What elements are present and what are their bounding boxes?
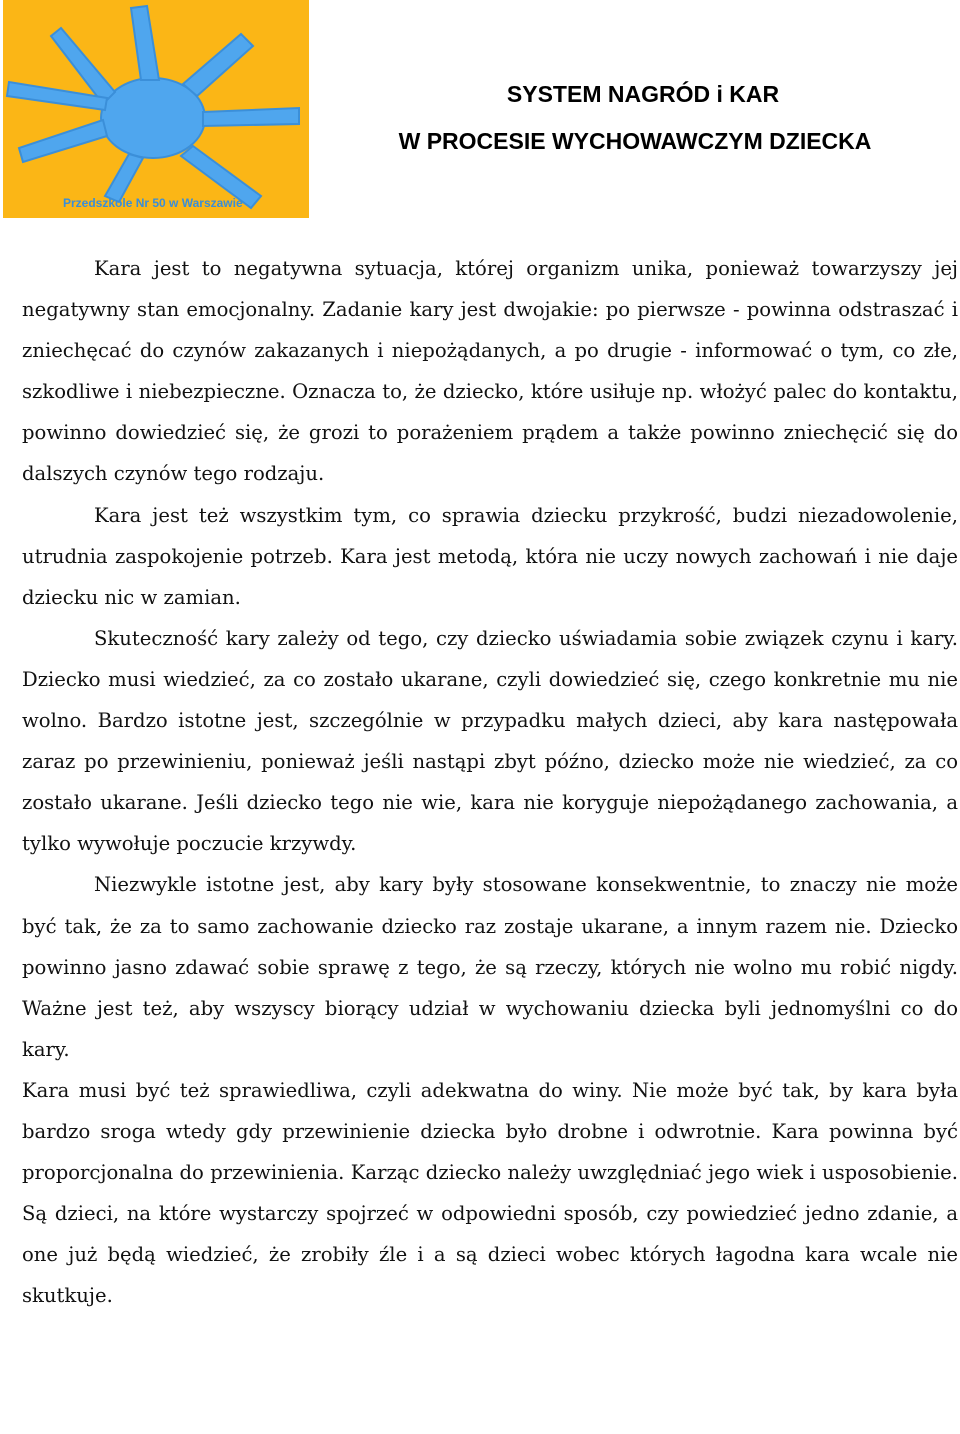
- paragraph-5: Kara musi być też sprawiedliwa, czyli adekwatna do winy. Nie może być tak, by kara była bardzo sroga wtedy gdy przewinienie dziecka było drobne i odwrotnie. Kara powinna być proporcjonalna do przewinienia. Karząc dziecko należy uwzględniać jego wiek i usposobienie. Są dzieci, na które wystarczy spojrzeć w odpowiedni sposób, czy powiedzieć jedno zdanie, a one już będą wiedzieć, że zrobiły źle i a są dzieci wobec których łagodna kara wcale nie skutkuje.: [22, 1078, 958, 1308]
- document-body: [22, 248, 958, 1316]
- sun-icon: [3, 0, 309, 218]
- paragraph-1: Kara jest to negatywna sytuacja, której organizm unika, ponieważ towarzyszy jej negatywny stan emocjonalny. Zadanie kary jest dwojakie: po pierwsze - powinna odstraszać i zniechęcać do czynów zakazanych i niepożądanych, a po drugie - informować o tym, co złe, szkodliwe i niebezpieczne. Oznacza to, że dziecko, które usiłuje np. włożyć palec do kontaktu, powinno dowiedzieć się, że grozi to porażeniem prądem a także powinno zniechęcić się do dalszych czynów tego rodzaju.: [22, 257, 958, 486]
- logo-caption: Przedszkole Nr 50 w Warszawie: [63, 196, 243, 210]
- page-title-line-2: W PROCESIE WYCHOWAWCZYM DZIECKA: [398, 128, 872, 154]
- kindergarten-logo: [3, 0, 309, 218]
- paragraph-2: Kara jest też wszystkim tym, co sprawia dziecku przykrość, budzi niezadowolenie, utrudnia zaspokojenie potrzeb. Kara jest metodą, która nie uczy nowych zachowań i nie daje dziecku nic w zamian.: [22, 503, 958, 609]
- paragraph-4: Niezwykle istotne jest, aby kary były stosowane konsekwentnie, to znaczy nie może być tak, że za to samo zachowanie dziecko raz zostaje ukarane, a innym razem nie. Dziecko powinno jasno zdawać sobie sprawę z tego, że są rzeczy, których nie wolno mu robić nigdy. Ważne jest też, aby wszyscy biorący udział w wychowaniu dziecka byli jednomyślni co do kary.: [22, 873, 958, 1061]
- page-title-line-1: SYSTEM NAGRÓD i KAR: [506, 81, 780, 107]
- paragraph-3: Skuteczność kary zależy od tego, czy dziecko uświadamia sobie związek czynu i kary. Dziecko musi wiedzieć, za co zostało ukarane, czyli dowiedzieć się, czego konkretnie mu nie wolno. Bardzo istotne jest, szczególnie w przypadku małych dzieci, aby kara następowała zaraz po przewinieniu, ponieważ jeśli nastąpi zbyt późno, dziecko może nie wiedzieć, za co zostało ukarane. Jeśli dziecko tego nie wie, kara nie koryguje niepożądanego zachowania, a tylko wywołuje poczucie krzywdy.: [22, 626, 958, 856]
